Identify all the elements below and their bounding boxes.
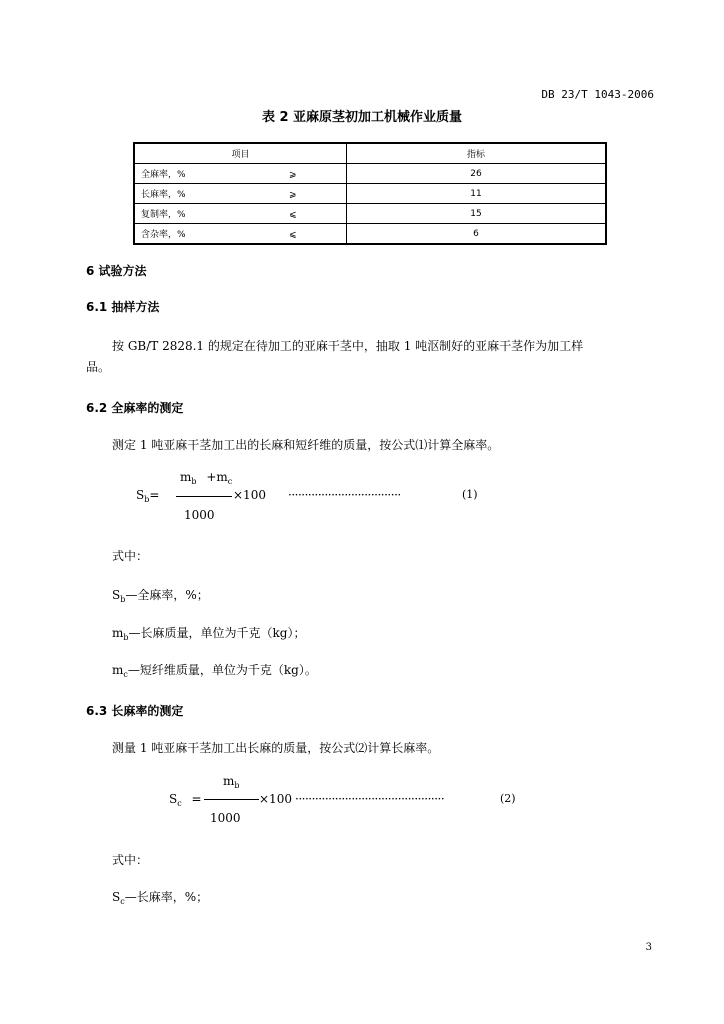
formula-1-number: (1) <box>462 488 478 501</box>
row-item-cell <box>134 204 347 224</box>
row-item-label: 全麻率，% <box>141 170 186 180</box>
row-operator: ⩾ <box>289 190 297 200</box>
section-6-2-text: 测定 1 吨亚麻干茎加工出的长麻和短纤维的质量，按公式⑴计算全麻率。 <box>112 438 500 452</box>
formula-1-fraction-bar <box>176 496 232 497</box>
row-item-label: 长麻率，% <box>141 190 186 200</box>
section-6-1-text: 按 GB/T 2828.1 的规定在待加工的亚麻干茎中，抽取 1 吨沤制好的亚麻干茎作为加工样 <box>112 339 584 353</box>
where-2-def-sc: $S_c—$长麻率，%； <box>112 890 209 906</box>
where-1-label: 式中： <box>112 549 149 563</box>
row-item-label: 含杂率，% <box>141 230 186 240</box>
row-item-cell <box>134 164 347 184</box>
where-1-def-sb: $S_b—$全麻率，%； <box>112 588 209 604</box>
formula-2-fraction-bar <box>204 799 259 800</box>
section-6-3-heading: 6.3 长麻率的测定 <box>86 704 184 718</box>
formula-2-multiplier: ×100 <box>259 792 292 806</box>
formula-2-denominator: 1000 <box>210 811 241 825</box>
section-6-2-heading: 6.2 全麻率的测定 <box>86 401 184 415</box>
formula-2-leader-dots: ············································· <box>295 792 445 806</box>
row-item-cell <box>134 184 347 204</box>
quality-table <box>133 142 607 245</box>
row-operator: ⩽ <box>289 210 297 220</box>
where-1-def-mc: $m_c—$短纤维质量，单位为千克（kg）。 <box>112 663 317 679</box>
formula-2-lhs: $S_c$ = <box>169 792 202 808</box>
row-operator: ⩽ <box>289 230 297 240</box>
row-item-cell <box>134 224 347 245</box>
row-item-label: 复制率，% <box>141 210 186 220</box>
section-6-1-heading: 6.1 抽样方法 <box>86 300 160 314</box>
formula-1-lhs: $S_b=$ <box>136 488 160 504</box>
formula-1-numerator: $m_b +m_c$ <box>180 470 233 486</box>
page-number: 3 <box>645 942 652 953</box>
table-row <box>134 204 606 224</box>
section-6-1-text-cont: 品。 <box>86 360 111 374</box>
table-header-row <box>134 143 606 164</box>
row-value: 11 <box>347 184 607 204</box>
row-operator: ⩾ <box>289 170 297 180</box>
formula-1-multiplier: ×100 <box>233 488 266 502</box>
formula-2-number: (2) <box>500 792 516 805</box>
row-value: 6 <box>347 224 607 245</box>
where-1-def-mb: $m_b—$长麻质量，单位为千克（kg）； <box>112 626 306 642</box>
table-row <box>134 224 606 245</box>
formula-1-leader-dots: ·································· <box>288 488 401 502</box>
where-2-label: 式中： <box>112 853 149 867</box>
formula-2-numerator: $m_b$ <box>223 774 240 790</box>
col-header-item: 项目 <box>134 143 347 164</box>
col-header-index: 指标 <box>347 143 607 164</box>
row-value: 15 <box>347 204 607 224</box>
section-6-heading: 6 试验方法 <box>86 264 147 278</box>
doc-code: DB 23/T 1043-2006 <box>541 88 654 101</box>
table-row <box>134 164 606 184</box>
table-title: 表 2 亚麻原茎初加工机械作业质量 <box>261 110 463 125</box>
formula-1-denominator: 1000 <box>184 508 215 522</box>
row-value: 26 <box>347 164 607 184</box>
table-row <box>134 184 606 204</box>
section-6-3-text: 测量 1 吨亚麻干茎加工出长麻的质量，按公式⑵计算长麻率。 <box>112 741 440 755</box>
